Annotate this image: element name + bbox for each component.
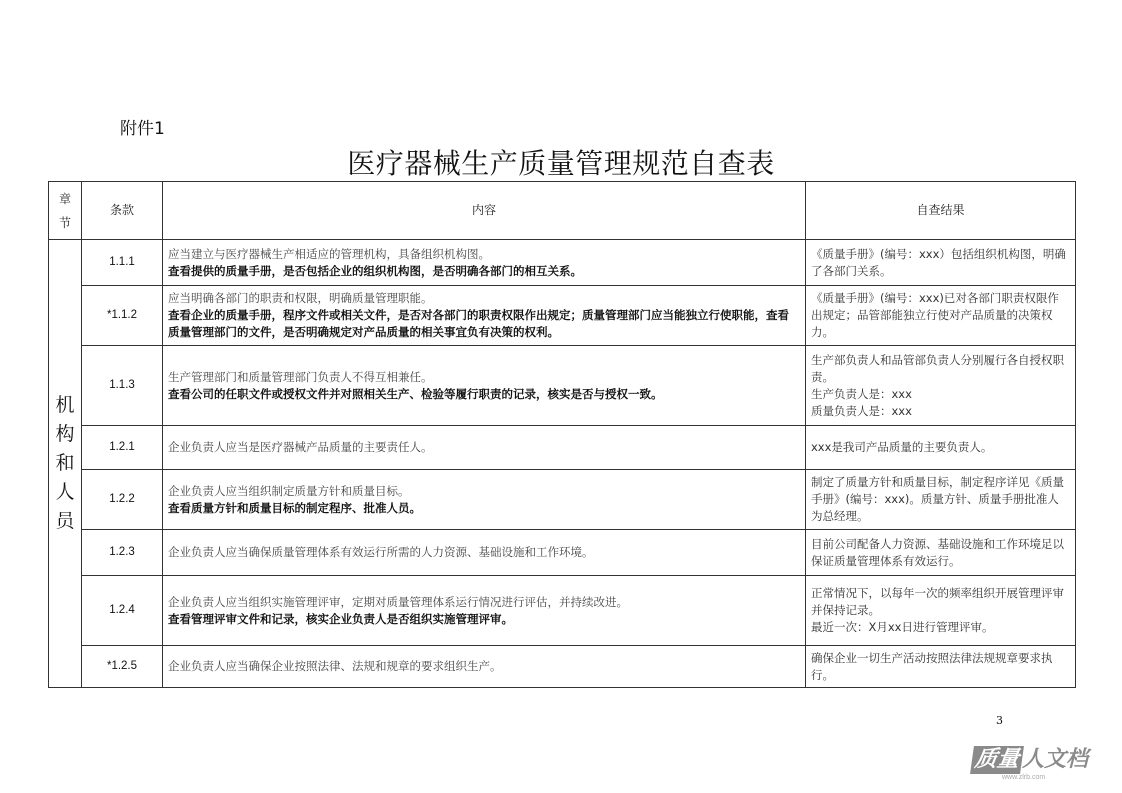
header-chapter (49, 182, 82, 240)
result-cell (806, 286, 1076, 346)
table-row (49, 426, 1076, 470)
requirement-text: 企业负责人应当确保质量管理体系有效运行所需的人力资源、基础设施和工作环境。 (168, 545, 594, 559)
self-check-table (48, 181, 1076, 688)
chapter-title: 机构和人员 (55, 394, 75, 532)
content-cell (163, 470, 806, 530)
clause-number: 1.1.3 (82, 346, 163, 426)
content-cell (163, 530, 806, 576)
result-cell (806, 240, 1076, 286)
result-cell (806, 646, 1076, 688)
result-text: 制定了质量方针和质量目标，制定程序详见《质量手册》(编号：xxx)。质量方针、质量手册批准人为总经理。 (811, 475, 1064, 523)
chapter-cell (49, 240, 82, 688)
requirement-text: 生产管理部门和质量管理部门负责人不得互相兼任。 (168, 369, 433, 384)
result-cell (806, 530, 1076, 576)
requirement-text: 应当明确各部门的职责和权限，明确质量管理职能。 (168, 291, 433, 305)
clause-number: 1.2.4 (82, 576, 163, 646)
table-row (49, 240, 1076, 286)
result-text: 《质量手册》(编号：xxx）包括组织机构图，明确了各部门关系。 (811, 246, 1066, 278)
table-row (49, 530, 1076, 576)
result-cell (806, 426, 1076, 470)
header-chapter-char-1: 章 (58, 191, 71, 206)
header-result: 自查结果 (806, 182, 1076, 240)
watermark-logo (972, 746, 1112, 782)
table-row (49, 286, 1076, 346)
check-method-text: 查看企业的质量手册，程序文件或相关文件，是否对各部门的职责权限作出规定；质量管理部门应当能独立行使职能，查看质量管理部门的文件，是否明确规定对产品质量的相关事宜负有决策的权利。 (168, 308, 789, 339)
requirement-text: 企业负责人应当组织实施管理评审，定期对质量管理体系运行情况进行评估，并持续改进。 (168, 594, 628, 609)
result-text: 确保企业一切生产活动按照法律法规规章要求执行。 (811, 650, 1053, 682)
page-number: 3 (996, 714, 1003, 727)
annex-label: 附件1 (120, 119, 165, 139)
check-method-text: 查看管理评审文件和记录，核实企业负责人是否组织实施管理评审。 (168, 611, 513, 626)
clause-number: 1.2.2 (82, 470, 163, 530)
result-text: 最近一次：X月xx日进行管理评审。 (811, 620, 994, 634)
table-row (49, 646, 1076, 688)
header-content: 内容 (163, 182, 806, 240)
result-text: 目前公司配备人力资源、基础设施和工作环境足以保证质量管理体系有效运行。 (811, 536, 1064, 568)
table-row (49, 470, 1076, 530)
content-cell (163, 286, 806, 346)
requirement-text: 应当建立与医疗器械生产相适应的管理机构，具备组织机构图。 (168, 246, 490, 261)
clause-number: 1.2.1 (82, 426, 163, 470)
content-cell (163, 646, 806, 688)
result-cell (806, 470, 1076, 530)
table-header-row (49, 182, 1076, 240)
requirement-text: 企业负责人应当是医疗器械产品质量的主要责任人。 (168, 440, 433, 454)
result-cell (806, 346, 1076, 426)
result-text: 《质量手册》(编号：xxx)已对各部门职责权限作出规定；品管部能独立行使对产品质量的决策权力。 (811, 291, 1059, 339)
clause-number: *1.2.5 (82, 646, 163, 688)
table-row (49, 576, 1076, 646)
clause-number: *1.1.2 (82, 286, 163, 346)
result-text: 正常情况下，以每年一次的频率组织开展管理评审并保持记录。 (811, 586, 1064, 617)
result-text: 质量负责人是：xxx (811, 403, 912, 418)
content-cell (163, 240, 806, 286)
header-chapter-char-2: 节 (58, 215, 71, 230)
content-cell (163, 346, 806, 426)
watermark-logo-mark: 质量 (970, 746, 1024, 774)
result-text: xxx是我司产品质量的主要负责人。 (811, 440, 993, 454)
header-clause: 条款 (82, 182, 163, 240)
check-method-text: 查看质量方针和质量目标的制定程序、批准人员。 (168, 500, 421, 515)
result-cell (806, 576, 1076, 646)
document-title: 医疗器械生产质量管理规范自查表 (347, 147, 775, 180)
clause-number: 1.1.1 (82, 240, 163, 286)
clause-number: 1.2.3 (82, 530, 163, 576)
result-text: 生产部负责人和品管部负责人分别履行各自授权职责。 (811, 352, 1064, 384)
check-method-text: 查看提供的质量手册，是否包括企业的组织机构图，是否明确各部门的相互关系。 (168, 263, 582, 278)
requirement-text: 企业负责人应当确保企业按照法律、法规和规章的要求组织生产。 (168, 659, 502, 673)
result-text: 生产负责人是：xxx (811, 386, 912, 401)
check-method-text: 查看公司的任职文件或授权文件并对照相关生产、检验等履行职责的记录，核实是否与授权一致。 (168, 386, 663, 401)
content-cell (163, 576, 806, 646)
watermark-url: www.zlrb.com (1002, 774, 1046, 781)
table-row (49, 346, 1076, 426)
content-cell (163, 426, 806, 470)
watermark-logo-text: 人文档 (1022, 747, 1089, 772)
requirement-text: 企业负责人应当组织制定质量方针和质量目标。 (168, 483, 410, 498)
